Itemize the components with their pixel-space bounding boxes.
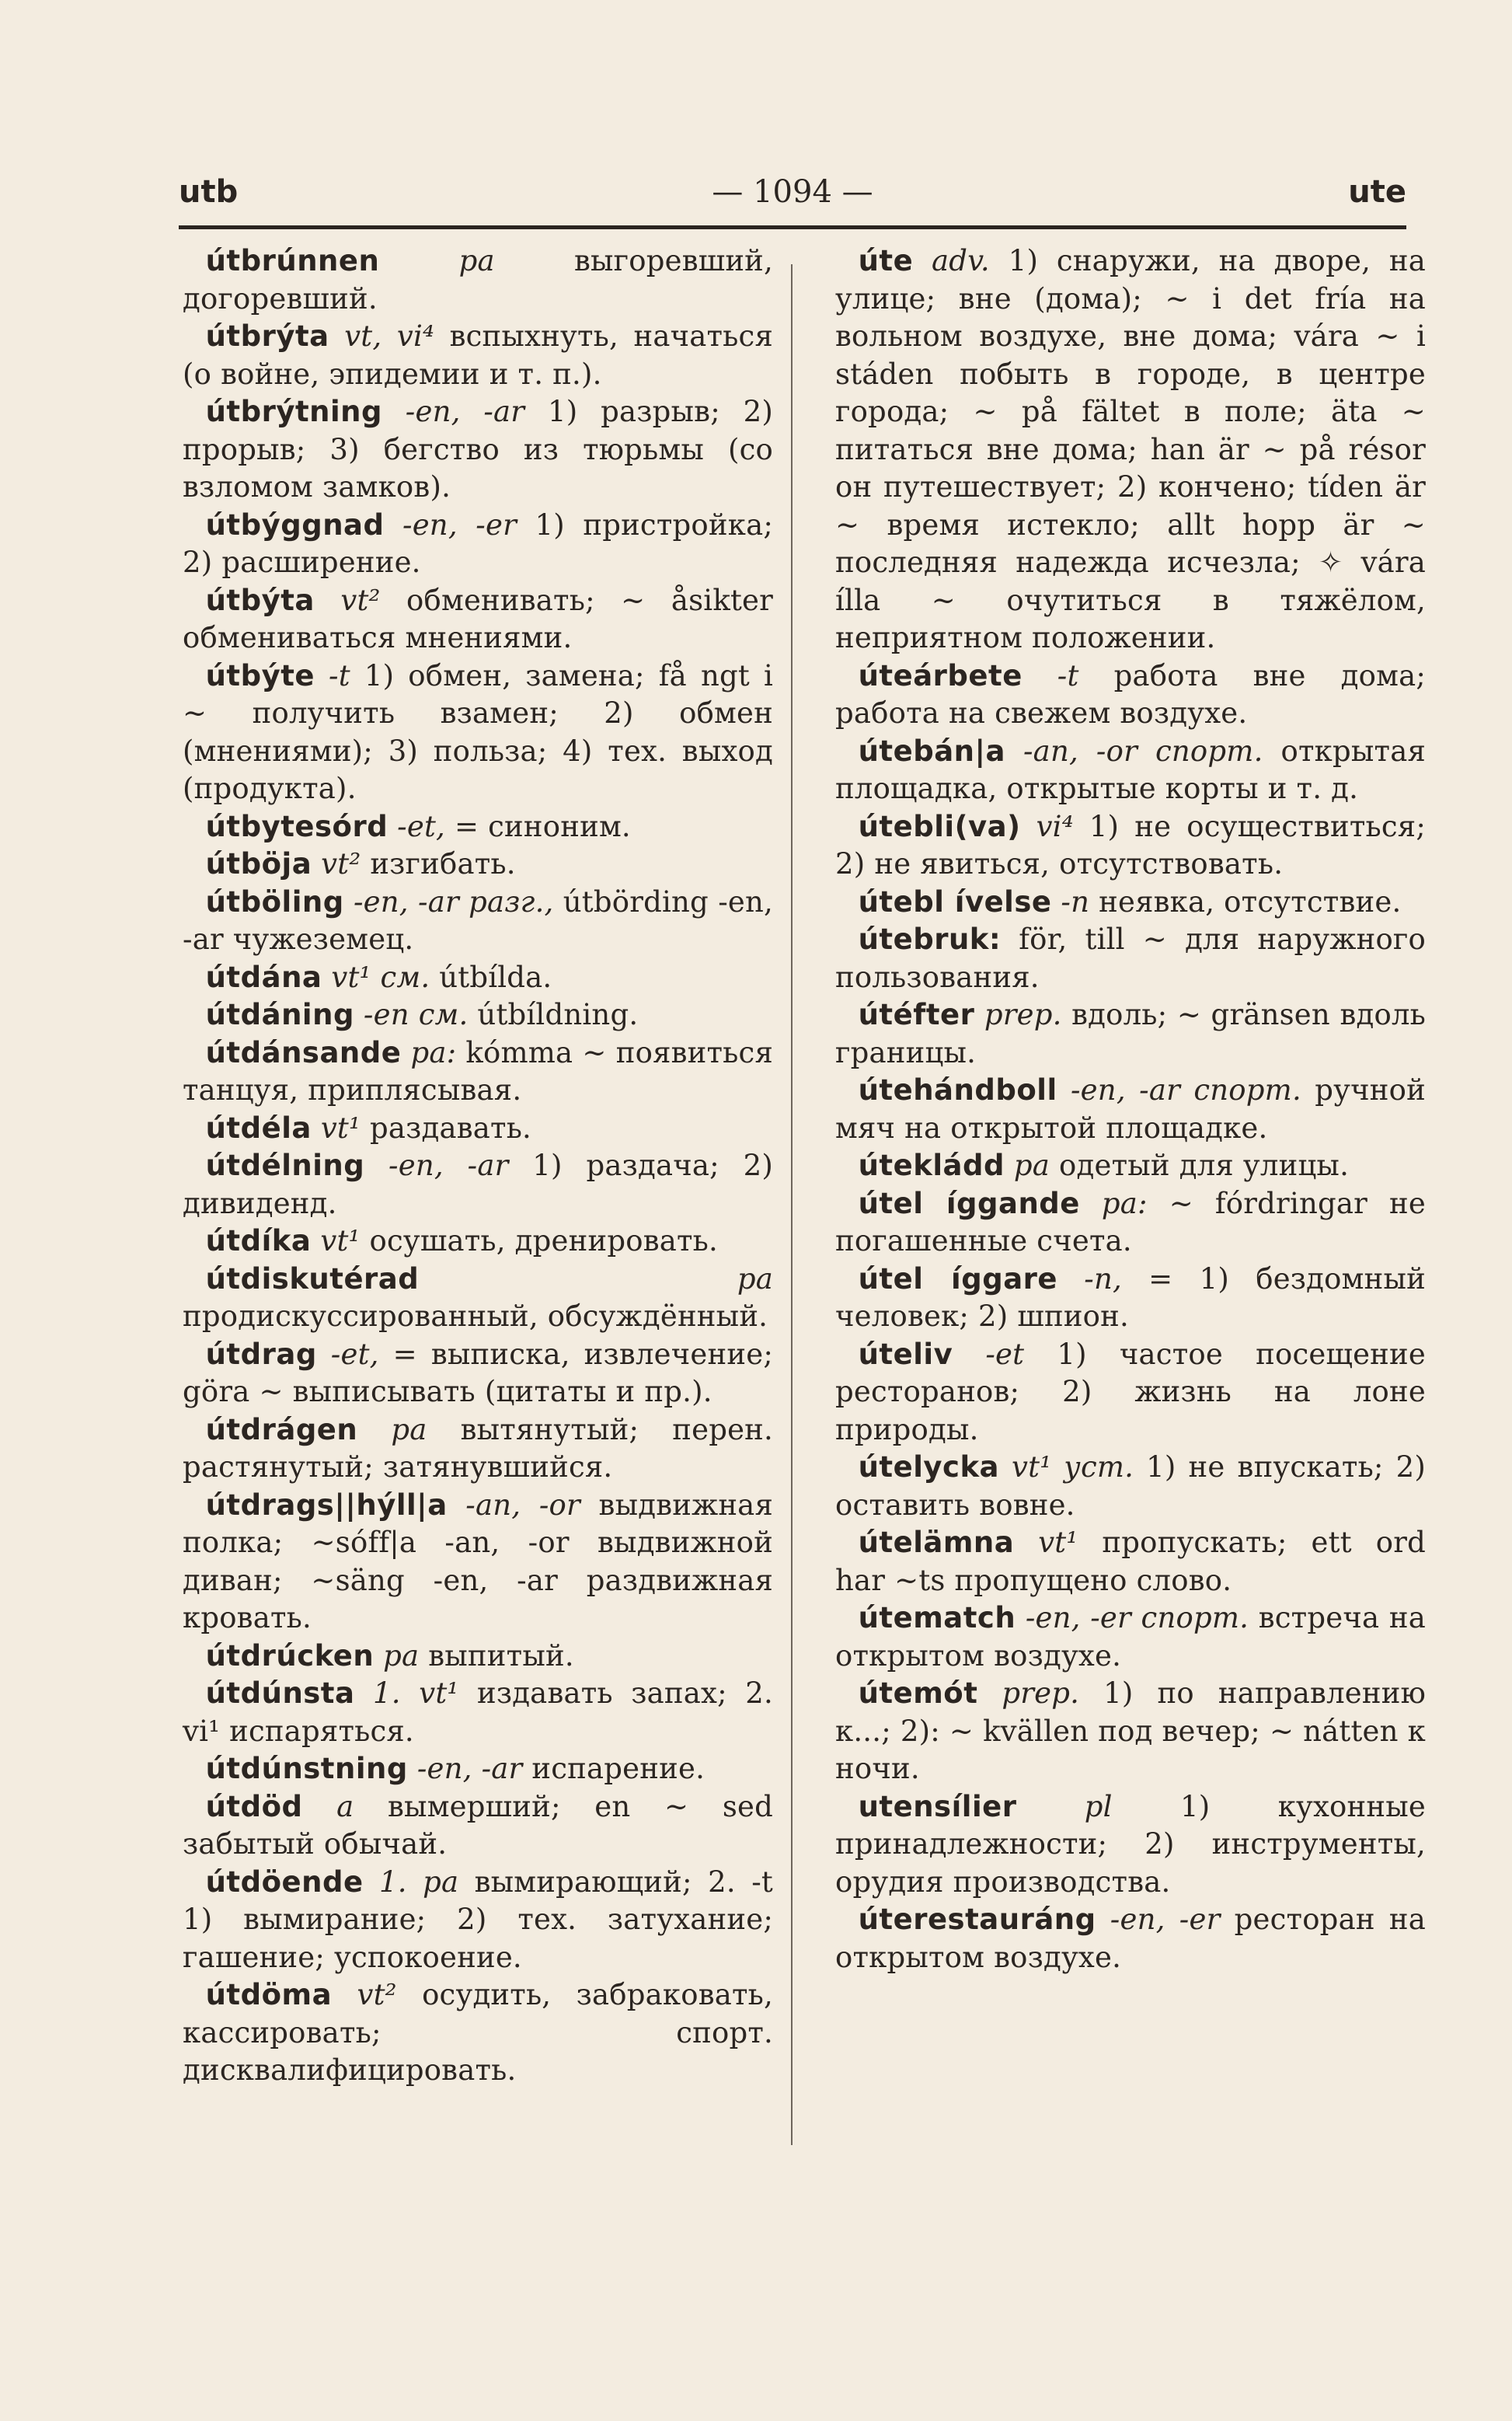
entry-grammar: prep. <box>977 1676 1080 1710</box>
guide-word-left: utb <box>179 174 239 210</box>
entry-grammar: pa <box>374 1638 420 1673</box>
entry-headword: útdrags||hýll|a <box>205 1488 448 1522</box>
dictionary-entry <box>183 846 773 884</box>
entry-headword: útböja <box>205 847 312 881</box>
entry-headword: útemót <box>858 1676 978 1710</box>
dictionary-entry <box>183 582 773 658</box>
entry-headword: útbrúnnen <box>205 244 380 277</box>
entry-translation: útbílda. <box>430 960 552 994</box>
entry-translation: 1) пристройка; 2) расширение. <box>183 508 773 579</box>
entry-translation: 1) не осуществиться; 2) не явиться, отсутствовать. <box>835 809 1426 881</box>
dictionary-entry <box>183 1147 773 1223</box>
entry-headword: útbýta <box>205 583 315 617</box>
entry-translation: útbíldning. <box>468 998 639 1031</box>
entry-headword: útdrag <box>205 1337 317 1371</box>
entry-translation: ~ fórdringar не погашенные счета. <box>835 1186 1427 1258</box>
entry-translation: 1) снаружи, на дворе, на улице; вне (дома); ~ i det fría на вольном воздухе, вне дома; vára ~ i stáden побыть в городе, в центре города; ~ på fältet в поле; äta ~ питаться вне дома; han är ~ på résor он путешествует; 2) кончено; tíden är ~ время истекло; allt hopp är ~ последняя надежда исчезла; ✧ vára ílla ~ очутиться в тяжёлом, неприятном положении. <box>835 244 1427 654</box>
entry-grammar: -en, -er <box>1096 1903 1221 1936</box>
dictionary-entry <box>183 1675 773 1750</box>
entry-headword: útdíka <box>205 1224 312 1258</box>
entry-headword: útbýte <box>205 658 315 692</box>
guide-word-right: ute <box>1348 174 1406 210</box>
entry-translation: издавать запах; 2. vi¹ испаряться. <box>183 1676 773 1748</box>
dictionary-entry <box>835 1675 1426 1788</box>
entry-headword: útebán|a <box>858 734 1005 768</box>
dictionary-entry <box>835 658 1426 733</box>
entry-translation: = синоним. <box>444 809 631 843</box>
entry-grammar: -an, -or спорт. <box>1005 734 1263 768</box>
dictionary-entry <box>835 808 1426 884</box>
entry-headword: úteárbete <box>858 658 1023 692</box>
entry-translation: ручной мяч на открытой площадке. <box>835 1073 1426 1145</box>
dictionary-entry <box>835 1185 1426 1261</box>
left-column <box>183 242 773 2090</box>
entry-grammar: -t <box>315 658 350 692</box>
entry-headword: utensílier <box>858 1789 1017 1823</box>
dictionary-entry <box>183 1638 773 1676</box>
entry-translation: 1) не впускать; 2) оставить вовне. <box>835 1450 1426 1522</box>
entry-translation: одетый для улицы. <box>1050 1149 1350 1182</box>
dictionary-entry <box>183 1487 773 1638</box>
entry-grammar: vt¹ см. <box>322 960 430 994</box>
entry-grammar: vt¹ уст. <box>999 1450 1134 1484</box>
entry-translation: ресторан на открытом воздухе. <box>835 1903 1426 1974</box>
dictionary-entry <box>835 242 1426 658</box>
entry-headword: útdúnstning <box>205 1752 408 1785</box>
entry-grammar: vt¹ <box>311 1111 361 1145</box>
entry-headword: útdöd <box>205 1789 303 1823</box>
entry-translation: вымерший; en ~ sed забытый обычай. <box>183 1789 773 1861</box>
entry-translation: вдоль; ~ gränsen вдоль границы. <box>835 998 1426 1069</box>
entry-headword: útdöma <box>205 1978 333 2011</box>
dictionary-entry <box>835 1261 1426 1336</box>
entry-headword: útekládd <box>858 1149 1005 1182</box>
entry-translation: útbörding -en, -ar чужеземец. <box>183 884 773 956</box>
entry-headword: útéfter <box>858 998 975 1031</box>
entry-translation: 1) обмен, замена; få ngt i ~ получить взамен; 2) обмен (мнениями); 3) польза; 4) тех. выход (продукта). <box>183 658 774 805</box>
entry-grammar: a <box>302 1789 354 1823</box>
entry-translation: вспыхнуть, начаться (о войне, эпидемии и т. п.). <box>183 319 773 391</box>
entry-grammar: pa <box>1004 1149 1050 1182</box>
entry-headword: útebli(va) <box>858 809 1021 843</box>
dictionary-entry <box>183 1788 773 1864</box>
entry-headword: útbrýta <box>205 319 329 353</box>
dictionary-entry <box>183 1336 773 1411</box>
dictionary-entry <box>183 1411 773 1487</box>
dictionary-entry <box>183 507 773 582</box>
entry-headword: útdánsande <box>205 1035 402 1069</box>
entry-translation: för, till ~ для наружного пользования. <box>835 923 1426 994</box>
entry-translation: = выписка, извлечение; göra ~ выписывать (цитаты и пр.). <box>183 1337 773 1408</box>
entry-translation: осушать, дренировать. <box>360 1224 718 1258</box>
dictionary-entry <box>835 996 1426 1072</box>
entry-headword: útdáning <box>205 998 354 1031</box>
entry-grammar: pl <box>1016 1789 1113 1823</box>
entry-headword: útdúnsta <box>205 1676 355 1710</box>
dictionary-entry <box>835 1449 1426 1524</box>
entry-translation: 1) раздача; 2) дивиденд. <box>183 1149 773 1220</box>
entry-headword: útelycka <box>858 1450 1000 1484</box>
entry-grammar: vt¹ <box>1014 1526 1078 1559</box>
entry-translation: изгибать. <box>361 847 516 881</box>
entry-headword: útbrýtning <box>205 395 383 428</box>
entry-translation: вытянутый; перен. растянутый; затянувшийся. <box>183 1412 774 1484</box>
entry-grammar: -en, -ar <box>407 1752 523 1785</box>
entry-headword: útebruk: <box>858 923 1002 956</box>
dictionary-entry <box>183 1261 773 1336</box>
entry-headword: útdrágen <box>205 1412 358 1446</box>
dictionary-entry <box>183 1034 773 1110</box>
entry-grammar: -en, -er <box>384 508 517 542</box>
dictionary-entry <box>835 733 1426 808</box>
entry-translation: продискуссированный, обсуждённый. <box>183 1299 768 1333</box>
entry-translation: 1) по направлению к...; 2): ~ kvällen под вечер; ~ nátten к ночи. <box>835 1676 1427 1785</box>
entry-headword: útdöende <box>205 1865 364 1899</box>
entry-headword: úterestauráng <box>858 1903 1096 1936</box>
entry-grammar: -n <box>1051 884 1090 919</box>
entry-headword: útdána <box>205 960 322 994</box>
entry-grammar: vi⁴ <box>1020 809 1074 843</box>
entry-headword: útel íggare <box>858 1261 1058 1296</box>
column-divider <box>791 264 793 2145</box>
entry-translation: 1) кухонные принадлежности; 2) инструменты, орудия производства. <box>835 1789 1426 1899</box>
entry-grammar: pa: <box>1079 1186 1148 1220</box>
entry-translation: осудить, забраковать, кассировать; спорт. дисквалифицировать. <box>183 1978 773 2087</box>
entry-grammar: vt² <box>314 583 381 617</box>
dictionary-entry <box>835 1788 1426 1902</box>
entry-grammar: pa <box>379 244 495 277</box>
dictionary-entry <box>183 1750 773 1788</box>
entry-grammar: -en, -ar <box>364 1149 509 1182</box>
entry-grammar: -et <box>953 1337 1025 1371</box>
dictionary-entry <box>835 1147 1426 1185</box>
dictionary-entry <box>183 1110 773 1148</box>
entry-translation: выдвижная полка; ~sóff|a -an, -or выдвижной диван; ~säng -en, -ar раздвижная кровать. <box>183 1488 773 1634</box>
entry-grammar: vt² <box>312 847 361 881</box>
entry-translation: = 1) бездомный человек; 2) шпион. <box>835 1261 1426 1333</box>
entry-grammar: 1. vt¹ <box>354 1676 459 1710</box>
dictionary-entry <box>183 808 773 846</box>
dictionary-entry <box>183 1223 773 1261</box>
entry-translation: встреча на открытом воздухе. <box>835 1601 1426 1673</box>
dictionary-entry <box>183 393 773 507</box>
page-header <box>179 174 1406 221</box>
entry-grammar: -et, <box>316 1337 379 1371</box>
entry-headword: úteliv <box>858 1337 953 1371</box>
header-rule <box>179 225 1406 229</box>
entry-headword: útdrúcken <box>205 1638 375 1673</box>
dictionary-entry <box>183 658 773 808</box>
dictionary-entry <box>835 1901 1426 1976</box>
entry-translation: выпитый. <box>419 1638 574 1673</box>
dictionary-entry <box>183 318 773 393</box>
dictionary-entry <box>835 921 1426 996</box>
entry-headword: útel íggande <box>858 1186 1080 1220</box>
entry-headword: útebl ívelse <box>858 884 1052 919</box>
entry-translation: kómma ~ появиться танцуя, приплясывая. <box>183 1035 773 1107</box>
dictionary-entry <box>183 884 773 959</box>
entry-translation: вымирающий; 2. -t 1) вымирание; 2) тех. затухание; гашение; успокоение. <box>183 1865 773 1974</box>
entry-headword: útematch <box>858 1601 1016 1634</box>
entry-grammar: pa: <box>401 1035 457 1069</box>
entry-headword: útdélning <box>205 1149 365 1182</box>
page-number: — 1094 — <box>712 174 873 210</box>
entry-grammar: -en см. <box>354 998 469 1031</box>
entry-grammar: -en, -ar разг., <box>343 884 554 919</box>
dictionary-entry <box>183 242 773 318</box>
entry-translation: 1) частое посещение ресторанов; 2) жизнь на лоне природы. <box>835 1337 1426 1446</box>
entry-headword: úte <box>858 244 914 277</box>
entry-grammar: pa <box>357 1412 427 1446</box>
entry-grammar: -en, -ar спорт. <box>1057 1073 1301 1107</box>
entry-translation: пропускать; ett ord har ~ts пропущено слово. <box>835 1526 1426 1597</box>
entry-translation: работа вне дома; работа на свежем воздухе. <box>835 658 1427 730</box>
entry-grammar: vt¹ <box>311 1224 361 1258</box>
right-column <box>835 242 1426 1976</box>
entry-grammar: pa <box>419 1261 773 1296</box>
entry-grammar: -an, -or <box>447 1488 580 1522</box>
entry-grammar: -t <box>1022 658 1079 692</box>
entry-translation: обменивать; ~ åsikter обмениваться мнениями. <box>183 583 773 654</box>
dictionary-entry <box>835 1336 1426 1449</box>
entry-headword: útböling <box>205 884 344 919</box>
dictionary-entry <box>183 959 773 997</box>
entry-headword: útbytesórd <box>205 809 388 843</box>
entry-headword: útdiskutérad <box>205 1261 420 1296</box>
entry-translation: раздавать. <box>361 1111 532 1145</box>
entry-headword: útdéla <box>205 1111 312 1145</box>
dictionary-entry <box>835 1599 1426 1675</box>
entry-translation: 1) разрыв; 2) прорыв; 3) бегство из тюрьмы (со взломом замков). <box>183 395 774 504</box>
entry-translation: выгоревший, догоревший. <box>183 244 774 316</box>
entry-grammar: vt² <box>332 1978 397 2011</box>
entry-translation: неявка, отсутствие. <box>1089 884 1402 919</box>
entry-headword: útehándboll <box>858 1073 1057 1107</box>
entry-grammar: -et, <box>388 809 445 843</box>
entry-translation: испарение. <box>522 1752 705 1785</box>
entry-grammar: 1. pa <box>363 1865 459 1899</box>
entry-grammar: -en, -er спорт. <box>1016 1601 1249 1634</box>
dictionary-entry <box>183 996 773 1034</box>
entry-grammar: prep. <box>974 998 1062 1031</box>
entry-translation: открытая площадка, открытые корты и т. д. <box>835 734 1426 805</box>
dictionary-entry <box>835 884 1426 922</box>
entry-grammar: vt, vi⁴ <box>329 319 435 353</box>
entry-headword: útelämna <box>858 1526 1015 1559</box>
dictionary-entry <box>183 1976 773 2090</box>
dictionary-entry <box>183 1864 773 1977</box>
entry-headword: útbýggnad <box>205 508 385 542</box>
entry-grammar: adv. <box>913 244 990 277</box>
entry-grammar: -n, <box>1057 1261 1122 1296</box>
dictionary-entry <box>835 1524 1426 1599</box>
entry-grammar: -en, -ar <box>382 395 525 428</box>
dictionary-entry <box>835 1072 1426 1147</box>
